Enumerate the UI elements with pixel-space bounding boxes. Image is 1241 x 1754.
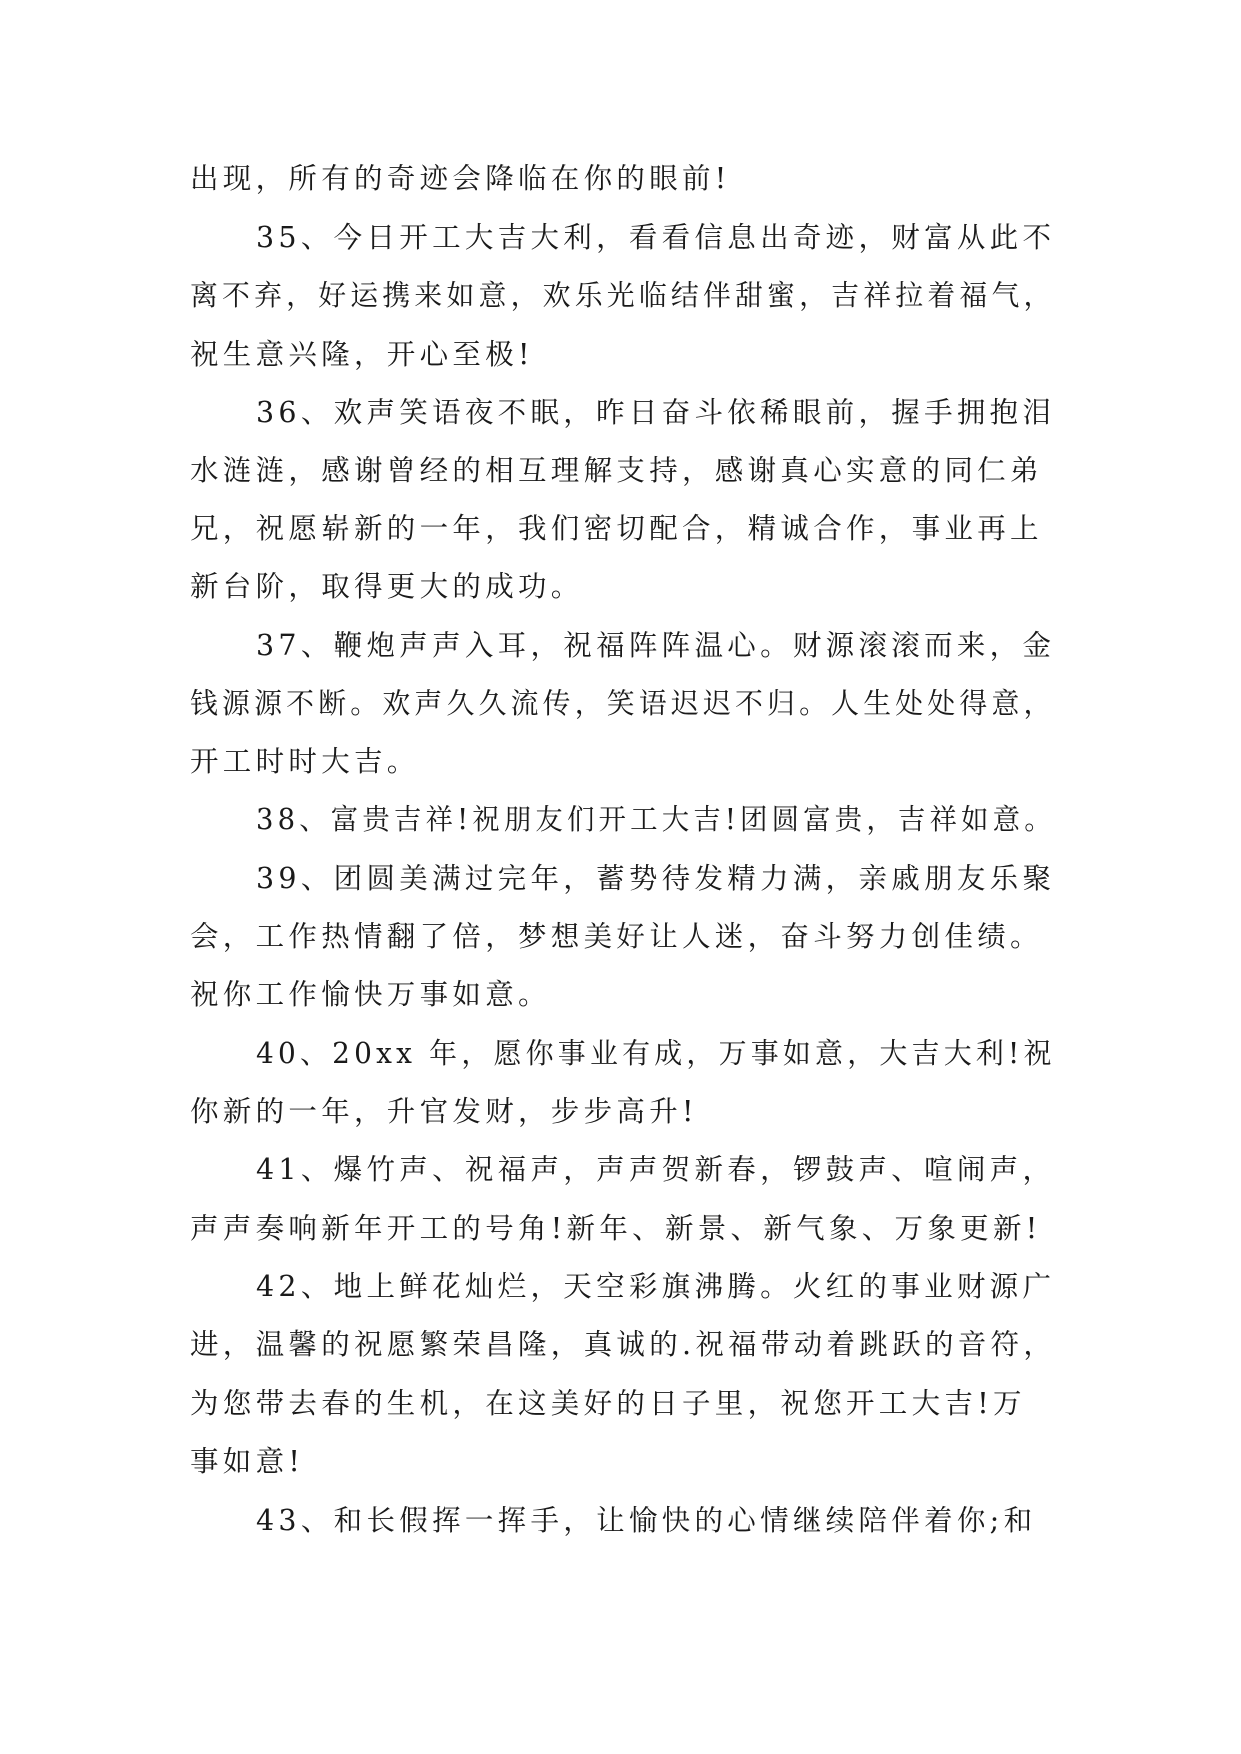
paragraph-43-line-1: 43、和长假挥一挥手，让愉快的心情继续陪伴着你;和 bbox=[256, 1504, 1037, 1537]
paragraph-42-line-1: 42、地上鲜花灿烂，天空彩旗沸腾。火红的事业财源广 bbox=[256, 1270, 1056, 1303]
paragraph-39-line-1: 39、团圆美满过完年，蓄势待发精力满，亲戚朋友乐聚 bbox=[256, 862, 1056, 895]
paragraph-42-line-2: 进，温馨的祝愿繁荣昌隆，真诚的.祝福带动着跳跃的音符， bbox=[190, 1328, 1057, 1361]
paragraph-37-line-2: 钱源源不断。欢声久久流传，笑语迟迟不归。人生处处得意， bbox=[190, 687, 1056, 720]
paragraph-41-line-1: 41、爆竹声、祝福声，声声贺新春，锣鼓声、喧闹声， bbox=[256, 1153, 1056, 1186]
paragraph-41-line-2: 声声奏响新年开工的号角!新年、新景、新气象、万象更新! bbox=[190, 1212, 1042, 1245]
paragraph-36-line-2: 水涟涟，感谢曾经的相互理解支持，感谢真心实意的同仁弟 bbox=[190, 454, 1043, 487]
paragraph-42-line-3: 为您带去春的生机，在这美好的日子里，祝您开工大吉!万 bbox=[190, 1387, 1026, 1420]
paragraph-36-line-4: 新台阶，取得更大的成功。 bbox=[190, 570, 584, 603]
paragraph-39-line-3: 祝你工作愉快万事如意。 bbox=[190, 978, 551, 1011]
paragraph-37-line-1: 37、鞭炮声声入耳，祝福阵阵温心。财源滚滚而来，金 bbox=[256, 629, 1056, 662]
paragraph-36-line-3: 兄，祝愿崭新的一年，我们密切配合，精诚合作，事业再上 bbox=[190, 512, 1043, 545]
paragraph-37-line-3: 开工时时大吉。 bbox=[190, 745, 420, 778]
paragraph-39-line-2: 会，工作热情翻了倍，梦想美好让人迷，奋斗努力创佳绩。 bbox=[190, 920, 1043, 953]
paragraph-38-line-1: 38、富贵吉祥!祝朋友们开工大吉!团圆富贵，吉祥如意。 bbox=[256, 803, 1056, 836]
paragraph-40-line-1: 40、20xx 年，愿你事业有成，万事如意，大吉大利!祝 bbox=[256, 1037, 1056, 1070]
paragraph-35-line-2: 离不弃，好运携来如意，欢乐光临结伴甜蜜，吉祥拉着福气， bbox=[190, 279, 1056, 312]
paragraph-40-line-2: 你新的一年，升官发财，步步高升! bbox=[190, 1095, 698, 1128]
paragraph-35-line-3: 祝生意兴隆，开心至极! bbox=[190, 338, 534, 371]
paragraph-36-line-1: 36、欢声笑语夜不眠，昨日奋斗依稀眼前，握手拥抱泪 bbox=[256, 396, 1056, 429]
text-line: 出现，所有的奇迹会降临在你的眼前! bbox=[190, 162, 731, 195]
paragraph-35-line-1: 35、今日开工大吉大利，看看信息出奇迹，财富从此不 bbox=[256, 221, 1056, 254]
paragraph-42-line-4: 事如意! bbox=[190, 1445, 305, 1478]
